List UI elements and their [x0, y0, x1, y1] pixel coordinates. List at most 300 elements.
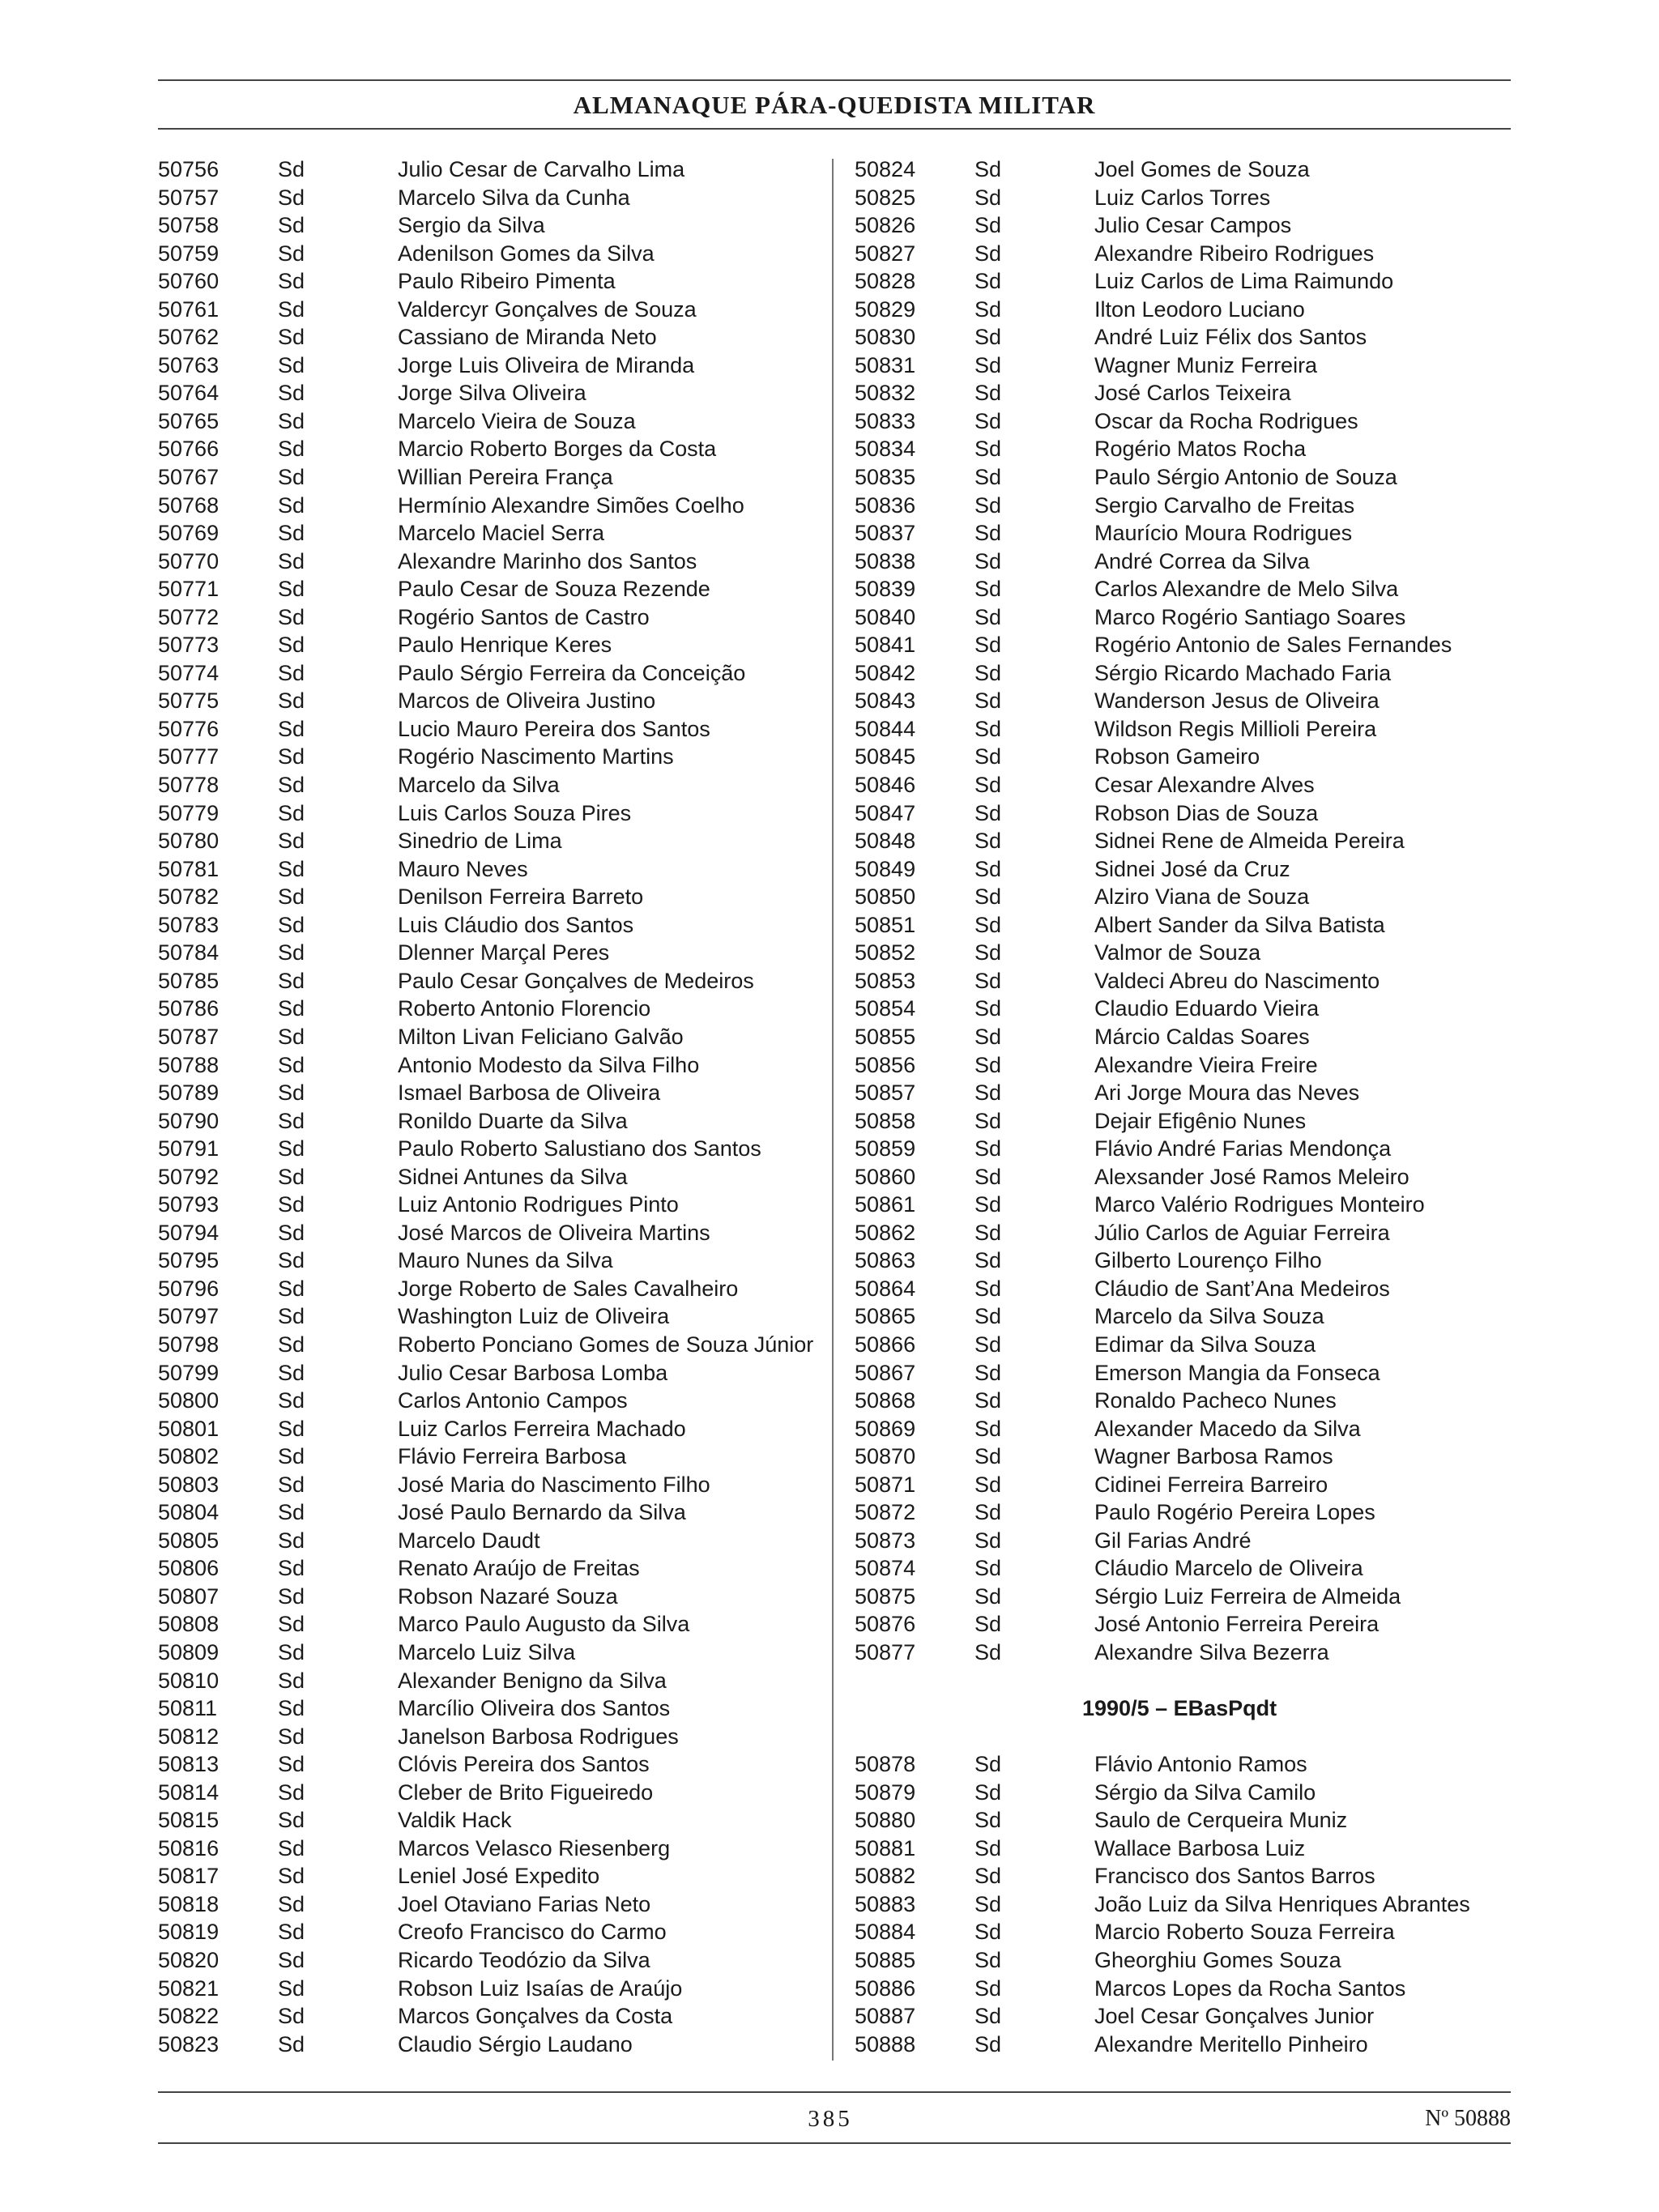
roster-number: 50819 — [158, 1920, 220, 1945]
roster-row — [158, 519, 814, 548]
roster-number: 50886 — [855, 1975, 916, 2001]
roster-name: Paulo Sérgio Antonio de Souza — [1094, 465, 1397, 490]
roster-row — [855, 1247, 1511, 1275]
roster-rank: Sd — [975, 185, 1002, 210]
roster-row — [855, 352, 1511, 380]
roster-name: Luis Carlos Souza Pires — [398, 800, 632, 825]
roster-number: 50827 — [855, 241, 916, 266]
roster-number: 50876 — [855, 1612, 916, 1637]
roster-number: 50799 — [158, 1360, 220, 1385]
roster-row — [855, 603, 1511, 632]
roster-number: 50845 — [855, 744, 916, 769]
roster-rank: Sd — [975, 1052, 1002, 1077]
roster-number: 50824 — [855, 157, 916, 181]
roster-rank: Sd — [278, 2031, 305, 2056]
roster-rank: Sd — [975, 465, 1002, 490]
roster-number: 50792 — [158, 1164, 220, 1189]
roster-rank: Sd — [975, 912, 1002, 937]
roster-name: Cesar Alexandre Alves — [1094, 773, 1315, 798]
roster-row — [158, 631, 814, 659]
roster-rank: Sd — [975, 1528, 1002, 1553]
roster-rank: Sd — [975, 800, 1002, 825]
roster-rank: Sd — [278, 856, 305, 881]
roster-number: 50877 — [855, 1639, 916, 1664]
roster-name: Paulo Rogério Pereira Lopes — [1094, 1500, 1375, 1525]
roster-name: Ronildo Duarte da Silva — [398, 1108, 628, 1133]
roster-rank: Sd — [278, 1724, 305, 1749]
roster-row — [855, 492, 1511, 520]
roster-number: 50863 — [855, 1248, 916, 1273]
roster-rank: Sd — [278, 1220, 305, 1245]
roster-rank: Sd — [278, 1248, 305, 1273]
roster-name: Márcio Caldas Soares — [1094, 1024, 1310, 1049]
roster-rank: Sd — [278, 1891, 305, 1916]
roster-row — [855, 1359, 1511, 1387]
roster-name: Luiz Antonio Rodrigues Pinto — [398, 1192, 679, 1217]
right-roster-column — [855, 156, 1511, 2058]
roster-row — [158, 1135, 814, 1163]
roster-row — [158, 435, 814, 463]
roster-row — [855, 967, 1511, 995]
roster-row — [855, 631, 1511, 659]
roster-rank: Sd — [975, 269, 1002, 294]
roster-number: 50862 — [855, 1220, 916, 1245]
roster-name: Valmor de Souza — [1094, 940, 1261, 965]
roster-name: Jorge Roberto de Sales Cavalheiro — [398, 1276, 739, 1301]
roster-name: Roberto Ponciano Gomes de Souza Júnior — [398, 1332, 814, 1357]
roster-number: 50758 — [158, 213, 220, 238]
roster-row — [855, 435, 1511, 463]
roster-rank: Sd — [278, 1752, 305, 1777]
roster-name: Joel Cesar Gonçalves Junior — [1094, 2004, 1375, 2029]
roster-number: 50852 — [855, 940, 916, 965]
roster-rank: Sd — [975, 856, 1002, 881]
roster-rank: Sd — [975, 1500, 1002, 1525]
roster-number: 50870 — [855, 1444, 916, 1469]
roster-row — [855, 1975, 1511, 2003]
roster-row — [158, 1302, 814, 1331]
roster-number: 50762 — [158, 325, 220, 350]
roster-number: 50843 — [855, 688, 916, 714]
roster-rank: Sd — [975, 1332, 1002, 1357]
roster-name: Paulo Henrique Keres — [398, 633, 612, 658]
roster-number: 50834 — [855, 437, 916, 462]
roster-row — [855, 1779, 1511, 1807]
roster-name: Marcelo Daudt — [398, 1528, 540, 1553]
roster-number: 50860 — [855, 1164, 916, 1189]
roster-row — [158, 603, 814, 632]
roster-number: 50801 — [158, 1416, 220, 1441]
roster-number: 50829 — [855, 296, 916, 322]
roster-row — [158, 1331, 814, 1359]
roster-name: Emerson Mangia da Fonseca — [1094, 1360, 1380, 1385]
left-roster-column — [158, 156, 814, 2058]
roster-name: Creofo Francisco do Carmo — [398, 1920, 667, 1945]
roster-name: Antonio Modesto da Silva Filho — [398, 1052, 700, 1077]
roster-rank: Sd — [975, 1136, 1002, 1161]
roster-name: Oscar da Rocha Rodrigues — [1094, 408, 1358, 433]
roster-number: 50879 — [855, 1779, 916, 1805]
roster-name: Robson Gameiro — [1094, 744, 1260, 769]
roster-rank: Sd — [278, 1500, 305, 1525]
roster-name: Sinedrio de Lima — [398, 829, 562, 854]
roster-rank: Sd — [975, 521, 1002, 546]
roster-rank: Sd — [278, 437, 305, 462]
roster-row — [158, 1107, 814, 1136]
roster-rank: Sd — [278, 660, 305, 685]
roster-name: Paulo Cesar de Souza Rezende — [398, 577, 710, 602]
roster-number: 50785 — [158, 968, 220, 993]
roster-name: Alexandre Marinho dos Santos — [398, 548, 697, 573]
roster-name: Claudio Eduardo Vieira — [1094, 996, 1320, 1021]
roster-number: 50789 — [158, 1080, 220, 1106]
roster-number: 50842 — [855, 660, 916, 685]
roster-row — [855, 156, 1511, 184]
roster-row — [855, 1610, 1511, 1639]
roster-number: 50825 — [855, 185, 916, 210]
roster-number: 50838 — [855, 548, 916, 573]
roster-number: 50878 — [855, 1752, 916, 1777]
roster-row — [158, 715, 814, 744]
roster-number: 50776 — [158, 716, 220, 741]
roster-rank: Sd — [975, 744, 1002, 769]
roster-row — [855, 1639, 1511, 1667]
roster-number: 50839 — [855, 577, 916, 602]
roster-name: Marco Valério Rodrigues Monteiro — [1094, 1192, 1425, 1217]
roster-name: João Luiz da Silva Henriques Abrantes — [1094, 1891, 1470, 1916]
roster-rank: Sd — [278, 157, 305, 181]
roster-name: Roberto Antonio Florencio — [398, 996, 651, 1021]
roster-rank: Sd — [975, 325, 1002, 350]
roster-rank: Sd — [278, 1556, 305, 1581]
roster-row — [855, 1498, 1511, 1527]
roster-row — [855, 463, 1511, 492]
roster-rank: Sd — [278, 492, 305, 518]
roster-rank: Sd — [975, 1639, 1002, 1664]
roster-rank: Sd — [975, 1975, 1002, 2001]
roster-row — [855, 1862, 1511, 1890]
roster-number: 50808 — [158, 1612, 220, 1637]
roster-name: Saulo de Cerqueira Muniz — [1094, 1808, 1348, 1833]
roster-name: Marcelo da Silva Souza — [1094, 1304, 1324, 1329]
roster-number: 50865 — [855, 1304, 916, 1329]
roster-number: 50835 — [855, 465, 916, 490]
roster-name: Wanderson Jesus de Oliveira — [1094, 688, 1380, 714]
roster-number: 50858 — [855, 1108, 916, 1133]
roster-name: Ricardo Teodózio da Silva — [398, 1948, 650, 1972]
roster-row — [158, 687, 814, 715]
roster-number: 50782 — [158, 884, 220, 910]
roster-row — [855, 799, 1511, 828]
roster-name: Cleber de Brito Figueiredo — [398, 1779, 654, 1805]
roster-name: Robson Nazaré Souza — [398, 1583, 618, 1609]
roster-rank: Sd — [278, 1975, 305, 2001]
roster-number: 50774 — [158, 660, 220, 685]
roster-name: Marcelo Maciel Serra — [398, 521, 605, 546]
roster-name: Cassiano de Miranda Neto — [398, 325, 657, 350]
roster-row — [855, 211, 1511, 240]
roster-number: 50823 — [158, 2031, 220, 2056]
roster-number: 50760 — [158, 269, 220, 294]
roster-row — [855, 407, 1511, 436]
roster-number: 50768 — [158, 492, 220, 518]
roster-rank: Sd — [975, 1360, 1002, 1385]
roster-rank: Sd — [975, 1024, 1002, 1049]
roster-number: 50805 — [158, 1528, 220, 1553]
roster-number: 50868 — [855, 1388, 916, 1413]
roster-row — [158, 1583, 814, 1611]
roster-name: Edimar da Silva Souza — [1094, 1332, 1316, 1357]
roster-number: 50885 — [855, 1948, 916, 1972]
roster-row — [158, 1219, 814, 1247]
section-heading-row — [855, 1694, 1511, 1723]
roster-number: 50795 — [158, 1248, 220, 1273]
roster-rank: Sd — [278, 1164, 305, 1189]
roster-number: 50803 — [158, 1472, 220, 1497]
roster-name: José Marcos de Oliveira Martins — [398, 1220, 710, 1245]
roster-name: Marcio Roberto Souza Ferreira — [1094, 1920, 1395, 1945]
roster-row — [855, 715, 1511, 744]
roster-row — [158, 575, 814, 603]
roster-name: Marcelo da Silva — [398, 773, 560, 798]
roster-name: Valdercyr Gonçalves de Souza — [398, 296, 697, 322]
roster-name: Dejair Efigênio Nunes — [1094, 1108, 1307, 1133]
roster-name: Paulo Cesar Gonçalves de Medeiros — [398, 968, 754, 993]
roster-row — [855, 827, 1511, 855]
roster-number: 50831 — [855, 352, 916, 377]
roster-number: 50867 — [855, 1360, 916, 1385]
roster-row — [855, 1527, 1511, 1555]
roster-rank: Sd — [278, 1528, 305, 1553]
roster-number: 50761 — [158, 296, 220, 322]
roster-number: 50777 — [158, 744, 220, 769]
roster-rank: Sd — [975, 352, 1002, 377]
roster-number: 50756 — [158, 157, 220, 181]
roster-name: Marcelo Vieira de Souza — [398, 408, 636, 433]
roster-rank: Sd — [975, 157, 1002, 181]
roster-rank: Sd — [975, 660, 1002, 685]
roster-name: Robson Luiz Isaías de Araújo — [398, 1975, 683, 2001]
roster-name: Sérgio Luiz Ferreira de Almeida — [1094, 1583, 1401, 1609]
roster-number: 50778 — [158, 773, 220, 798]
roster-row — [158, 492, 814, 520]
roster-rank: Sd — [975, 492, 1002, 518]
roster-row — [158, 267, 814, 296]
roster-name: Denilson Ferreira Barreto — [398, 884, 644, 910]
roster-name: Washington Luiz de Oliveira — [398, 1304, 670, 1329]
roster-row — [158, 156, 814, 184]
roster-number: 50766 — [158, 437, 220, 462]
roster-row — [855, 379, 1511, 407]
footer-top-rule — [158, 2091, 1511, 2093]
roster-name: Ilton Leodoro Luciano — [1094, 296, 1305, 322]
roster-name: Júlio Carlos de Aguiar Ferreira — [1094, 1220, 1390, 1245]
roster-number: 50770 — [158, 548, 220, 573]
roster-name: Marco Paulo Augusto da Silva — [398, 1612, 690, 1637]
roster-row — [158, 1359, 814, 1387]
roster-name: Milton Livan Feliciano Galvão — [398, 1024, 684, 1049]
roster-number: 50793 — [158, 1192, 220, 1217]
roster-rank: Sd — [975, 1080, 1002, 1106]
roster-rank: Sd — [975, 1472, 1002, 1497]
roster-rank: Sd — [278, 1612, 305, 1637]
roster-name: Sergio Carvalho de Freitas — [1094, 492, 1355, 518]
roster-name: Flávio Antonio Ramos — [1094, 1752, 1307, 1777]
roster-name: Flávio Ferreira Barbosa — [398, 1444, 627, 1469]
roster-name: Marcelo Luiz Silva — [398, 1639, 576, 1664]
roster-row — [855, 1275, 1511, 1303]
roster-number: 50855 — [855, 1024, 916, 1049]
roster-rank: Sd — [278, 548, 305, 573]
roster-name: Rogério Nascimento Martins — [398, 744, 674, 769]
roster-number: 50873 — [855, 1528, 916, 1553]
roster-number: 50813 — [158, 1752, 220, 1777]
roster-row — [158, 911, 814, 940]
roster-row — [158, 1247, 814, 1275]
roster-number: 50767 — [158, 465, 220, 490]
roster-row — [158, 1835, 814, 1863]
roster-row — [855, 1946, 1511, 1975]
roster-number: 50859 — [855, 1136, 916, 1161]
roster-row — [158, 1079, 814, 1107]
roster-number: 50866 — [855, 1332, 916, 1357]
roster-number: 50775 — [158, 688, 220, 714]
roster-row — [158, 240, 814, 268]
roster-number: 50816 — [158, 1835, 220, 1860]
section-heading: 1990/5 – EBasPqdt — [1082, 1696, 1277, 1721]
roster-number: 50791 — [158, 1136, 220, 1161]
roster-name: Claudio Sérgio Laudano — [398, 2031, 633, 2056]
roster-rank: Sd — [278, 269, 305, 294]
roster-row — [158, 1806, 814, 1835]
roster-number: 50869 — [855, 1416, 916, 1441]
roster-rank: Sd — [975, 1276, 1002, 1301]
roster-row — [855, 1135, 1511, 1163]
roster-row — [158, 939, 814, 967]
roster-name: Ismael Barbosa de Oliveira — [398, 1080, 661, 1106]
roster-name: Dlenner Marçal Peres — [398, 940, 610, 965]
roster-name: Marco Rogério Santiago Soares — [1094, 604, 1406, 629]
roster-rank: Sd — [278, 604, 305, 629]
roster-name: Wagner Muniz Ferreira — [1094, 352, 1318, 377]
roster-number: 50822 — [158, 2004, 220, 2029]
roster-row — [855, 1163, 1511, 1191]
roster-rank: Sd — [278, 577, 305, 602]
roster-name: Mauro Neves — [398, 856, 528, 881]
roster-rank: Sd — [975, 1583, 1002, 1609]
roster-row — [158, 463, 814, 492]
roster-rank: Sd — [975, 1220, 1002, 1245]
roster-number: 50804 — [158, 1500, 220, 1525]
roster-number: 50820 — [158, 1948, 220, 1972]
roster-rank: Sd — [278, 1080, 305, 1106]
header-bottom-rule — [158, 128, 1511, 130]
roster-row — [158, 379, 814, 407]
roster-row — [158, 855, 814, 884]
roster-row — [158, 659, 814, 688]
roster-rank: Sd — [278, 1192, 305, 1217]
roster-name: André Correa da Silva — [1094, 548, 1310, 573]
roster-rank: Sd — [975, 2004, 1002, 2029]
roster-name: Alziro Viana de Souza — [1094, 884, 1310, 910]
roster-rank: Sd — [975, 1556, 1002, 1581]
roster-name: Adenilson Gomes da Silva — [398, 241, 655, 266]
roster-number: 50882 — [855, 1864, 916, 1889]
roster-rank: Sd — [975, 633, 1002, 658]
roster-name: Sérgio Ricardo Machado Faria — [1094, 660, 1392, 685]
roster-number: 50840 — [855, 604, 916, 629]
roster-name: Luiz Carlos de Lima Raimundo — [1094, 269, 1394, 294]
page-number: 385 — [808, 2106, 853, 2132]
roster-rank: Sd — [278, 1639, 305, 1664]
roster-number: 50818 — [158, 1891, 220, 1916]
roster-name: Alexander Macedo da Silva — [1094, 1416, 1361, 1441]
roster-row — [158, 1527, 814, 1555]
roster-number: 50826 — [855, 213, 916, 238]
roster-row — [855, 1750, 1511, 1779]
roster-rank: Sd — [278, 1360, 305, 1385]
roster-row — [855, 1079, 1511, 1107]
roster-number: 50810 — [158, 1668, 220, 1693]
roster-rank: Sd — [278, 884, 305, 910]
roster-number: 50784 — [158, 940, 220, 965]
roster-name: Valdik Hack — [398, 1808, 512, 1833]
roster-rank: Sd — [278, 1444, 305, 1469]
roster-number: 50861 — [855, 1192, 916, 1217]
roster-row — [855, 659, 1511, 688]
roster-row — [855, 240, 1511, 268]
roster-row — [158, 1694, 814, 1723]
roster-rank: Sd — [975, 1304, 1002, 1329]
roster-row — [158, 1610, 814, 1639]
roster-name: Gilberto Lourenço Filho — [1094, 1248, 1322, 1273]
roster-name: Marcelo Silva da Cunha — [398, 185, 630, 210]
roster-rank: Sd — [278, 968, 305, 993]
roster-name: Francisco dos Santos Barros — [1094, 1864, 1375, 1889]
roster-rank: Sd — [278, 996, 305, 1021]
roster-row — [158, 2031, 814, 2059]
roster-rank: Sd — [278, 1108, 305, 1133]
roster-name: Wildson Regis Millioli Pereira — [1094, 716, 1377, 741]
roster-name: Marcos Gonçalves da Costa — [398, 2004, 673, 2029]
roster-number: 50757 — [158, 185, 220, 210]
roster-name: Sidnei Rene de Almeida Pereira — [1094, 829, 1405, 854]
roster-rank: Sd — [278, 1864, 305, 1889]
roster-number: 50888 — [855, 2031, 916, 2056]
roster-row — [158, 799, 814, 828]
roster-rank: Sd — [975, 1416, 1002, 1441]
roster-row — [855, 1554, 1511, 1583]
roster-name: Paulo Sérgio Ferreira da Conceição — [398, 660, 746, 685]
roster-number: 50832 — [855, 381, 916, 406]
roster-rank: Sd — [975, 884, 1002, 910]
roster-rank: Sd — [278, 185, 305, 210]
roster-rank: Sd — [278, 1808, 305, 1833]
roster-row — [855, 1806, 1511, 1835]
roster-number: 50786 — [158, 996, 220, 1021]
roster-number: 50781 — [158, 856, 220, 881]
roster-rank: Sd — [278, 2004, 305, 2029]
roster-row — [855, 1835, 1511, 1863]
roster-name: Alexandre Silva Bezerra — [1094, 1639, 1329, 1664]
roster-number: 50844 — [855, 716, 916, 741]
roster-row — [158, 1723, 814, 1751]
roster-number: 50794 — [158, 1220, 220, 1245]
roster-name: Maurício Moura Rodrigues — [1094, 521, 1353, 546]
roster-rank: Sd — [278, 213, 305, 238]
roster-name: Valdeci Abreu do Nascimento — [1094, 968, 1380, 993]
roster-number: 50875 — [855, 1583, 916, 1609]
